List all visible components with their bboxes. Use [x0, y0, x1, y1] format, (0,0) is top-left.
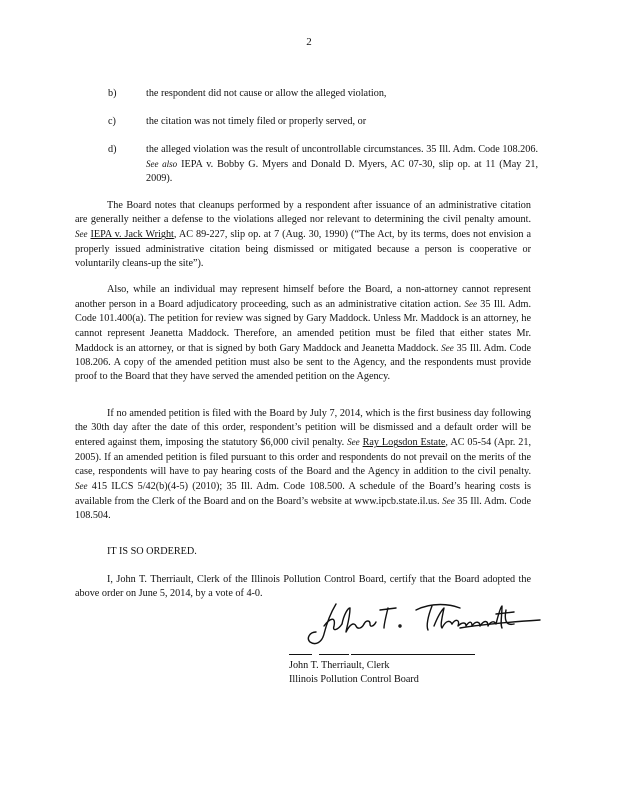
case-name: IEPA v. Jack Wright [90, 229, 174, 241]
page-number: 2 [306, 36, 312, 48]
list-text: the alleged violation was the result of uncontrollable circumstances. 35 Ill. Adm. Code 108.206. See also IEPA v. Bobby G. Myers and Donald D. Myers, AC 07-30, slip op. at 11 (May 21, 2009). [146, 144, 538, 184]
clerk-certification: I, John T. Therriault, Clerk of the Illinois Pollution Control Board, certify that the Board adopted the above order on June 5, 2014, by a vote of 4-0. [75, 574, 531, 600]
handwritten-signature [300, 596, 545, 654]
list-text: the respondent did not cause or allow the alleged violation, [146, 88, 387, 99]
list-text: the citation was not timely filed or properly served, or [146, 116, 367, 127]
citation-signal: See [75, 229, 88, 240]
citation-signal: See [75, 481, 88, 492]
list-label: d) [108, 144, 117, 155]
citation-signal: See [464, 299, 477, 310]
citation-signal: See [441, 342, 454, 353]
signer-name-title: John T. Therriault, Clerk [289, 660, 390, 671]
paragraph-representation: Also, while an individual may represent himself before the Board, a non-attorney cannot represent another person in a Board adjudicatory proceeding, such as an administrative citation action. See 35 Ill. Adm. Code 101.400(a). The petition for review was signed by Gary Maddock. Unless Mr. Maddock is an attorney, he cannot represent Jeanetta Maddock. Therefore, an amended petition must be filed that either states Mr. Maddock is an attorney, or that is signed by both Gary Maddock and Jeanetta Maddock. See 35 Ill. Adm. Code 108.206. A copy of the amended petition must also be sent to the Agency, and the respondents must provide proof to the Board that they have served the amended petition on the Agency. [75, 284, 531, 383]
list-label: b) [108, 88, 117, 99]
signature-line-segment [319, 654, 349, 655]
citation-signal: See also [146, 159, 178, 169]
citation-signal: See [442, 496, 455, 507]
signature-line-segment [289, 654, 312, 655]
paragraph-cleanups: The Board notes that cleanups performed by a respondent after issuance of an administrative citation are generally neither a defense to the violations alleged nor relevant to determining the civil penalty amount. See IEPA v. Jack Wright, AC 89-227, slip op. at 7 (Aug. 30, 1990) (“The Act, by its terms, does not envision a properly issued administrative citation being dismissed or mitigated because a person is cooperative or voluntarily cleans-up the site”). [75, 200, 532, 269]
signature-line-segment [351, 654, 475, 655]
case-name: Ray Logsdon Estate [362, 437, 446, 449]
ordered-statement: IT IS SO ORDERED. [107, 546, 197, 557]
paragraph-amended-petition: If no amended petition is filed with the Board by July 7, 2014, which is the first business day following the 30th day after the date of this order, respondent’s petition will be dismissed and a default order will be entered against them, imposing the statutory $6,000 civil penalty. See Ray Logsdon Estate, AC 05-54 (Apr. 21, 2005). If an amended petition is filed pursuant to this order and respondents do not prevail on the merits of the case, respondents will have to pay hearing costs of the Board and the Agency in addition to the civil penalty. See 415 ILCS 5/42(b)(4-5) (2010); 35 Ill. Adm. Code 108.500. A schedule of the Board’s hearing costs is available from the Clerk of the Board and on the Board’s website at www.ipcb.state.il.us. See 35 Ill. Adm. Code 108.504. [75, 408, 532, 522]
signer-organization: Illinois Pollution Control Board [289, 674, 419, 685]
citation-signal: See [347, 437, 360, 448]
list-label: c) [108, 116, 116, 127]
